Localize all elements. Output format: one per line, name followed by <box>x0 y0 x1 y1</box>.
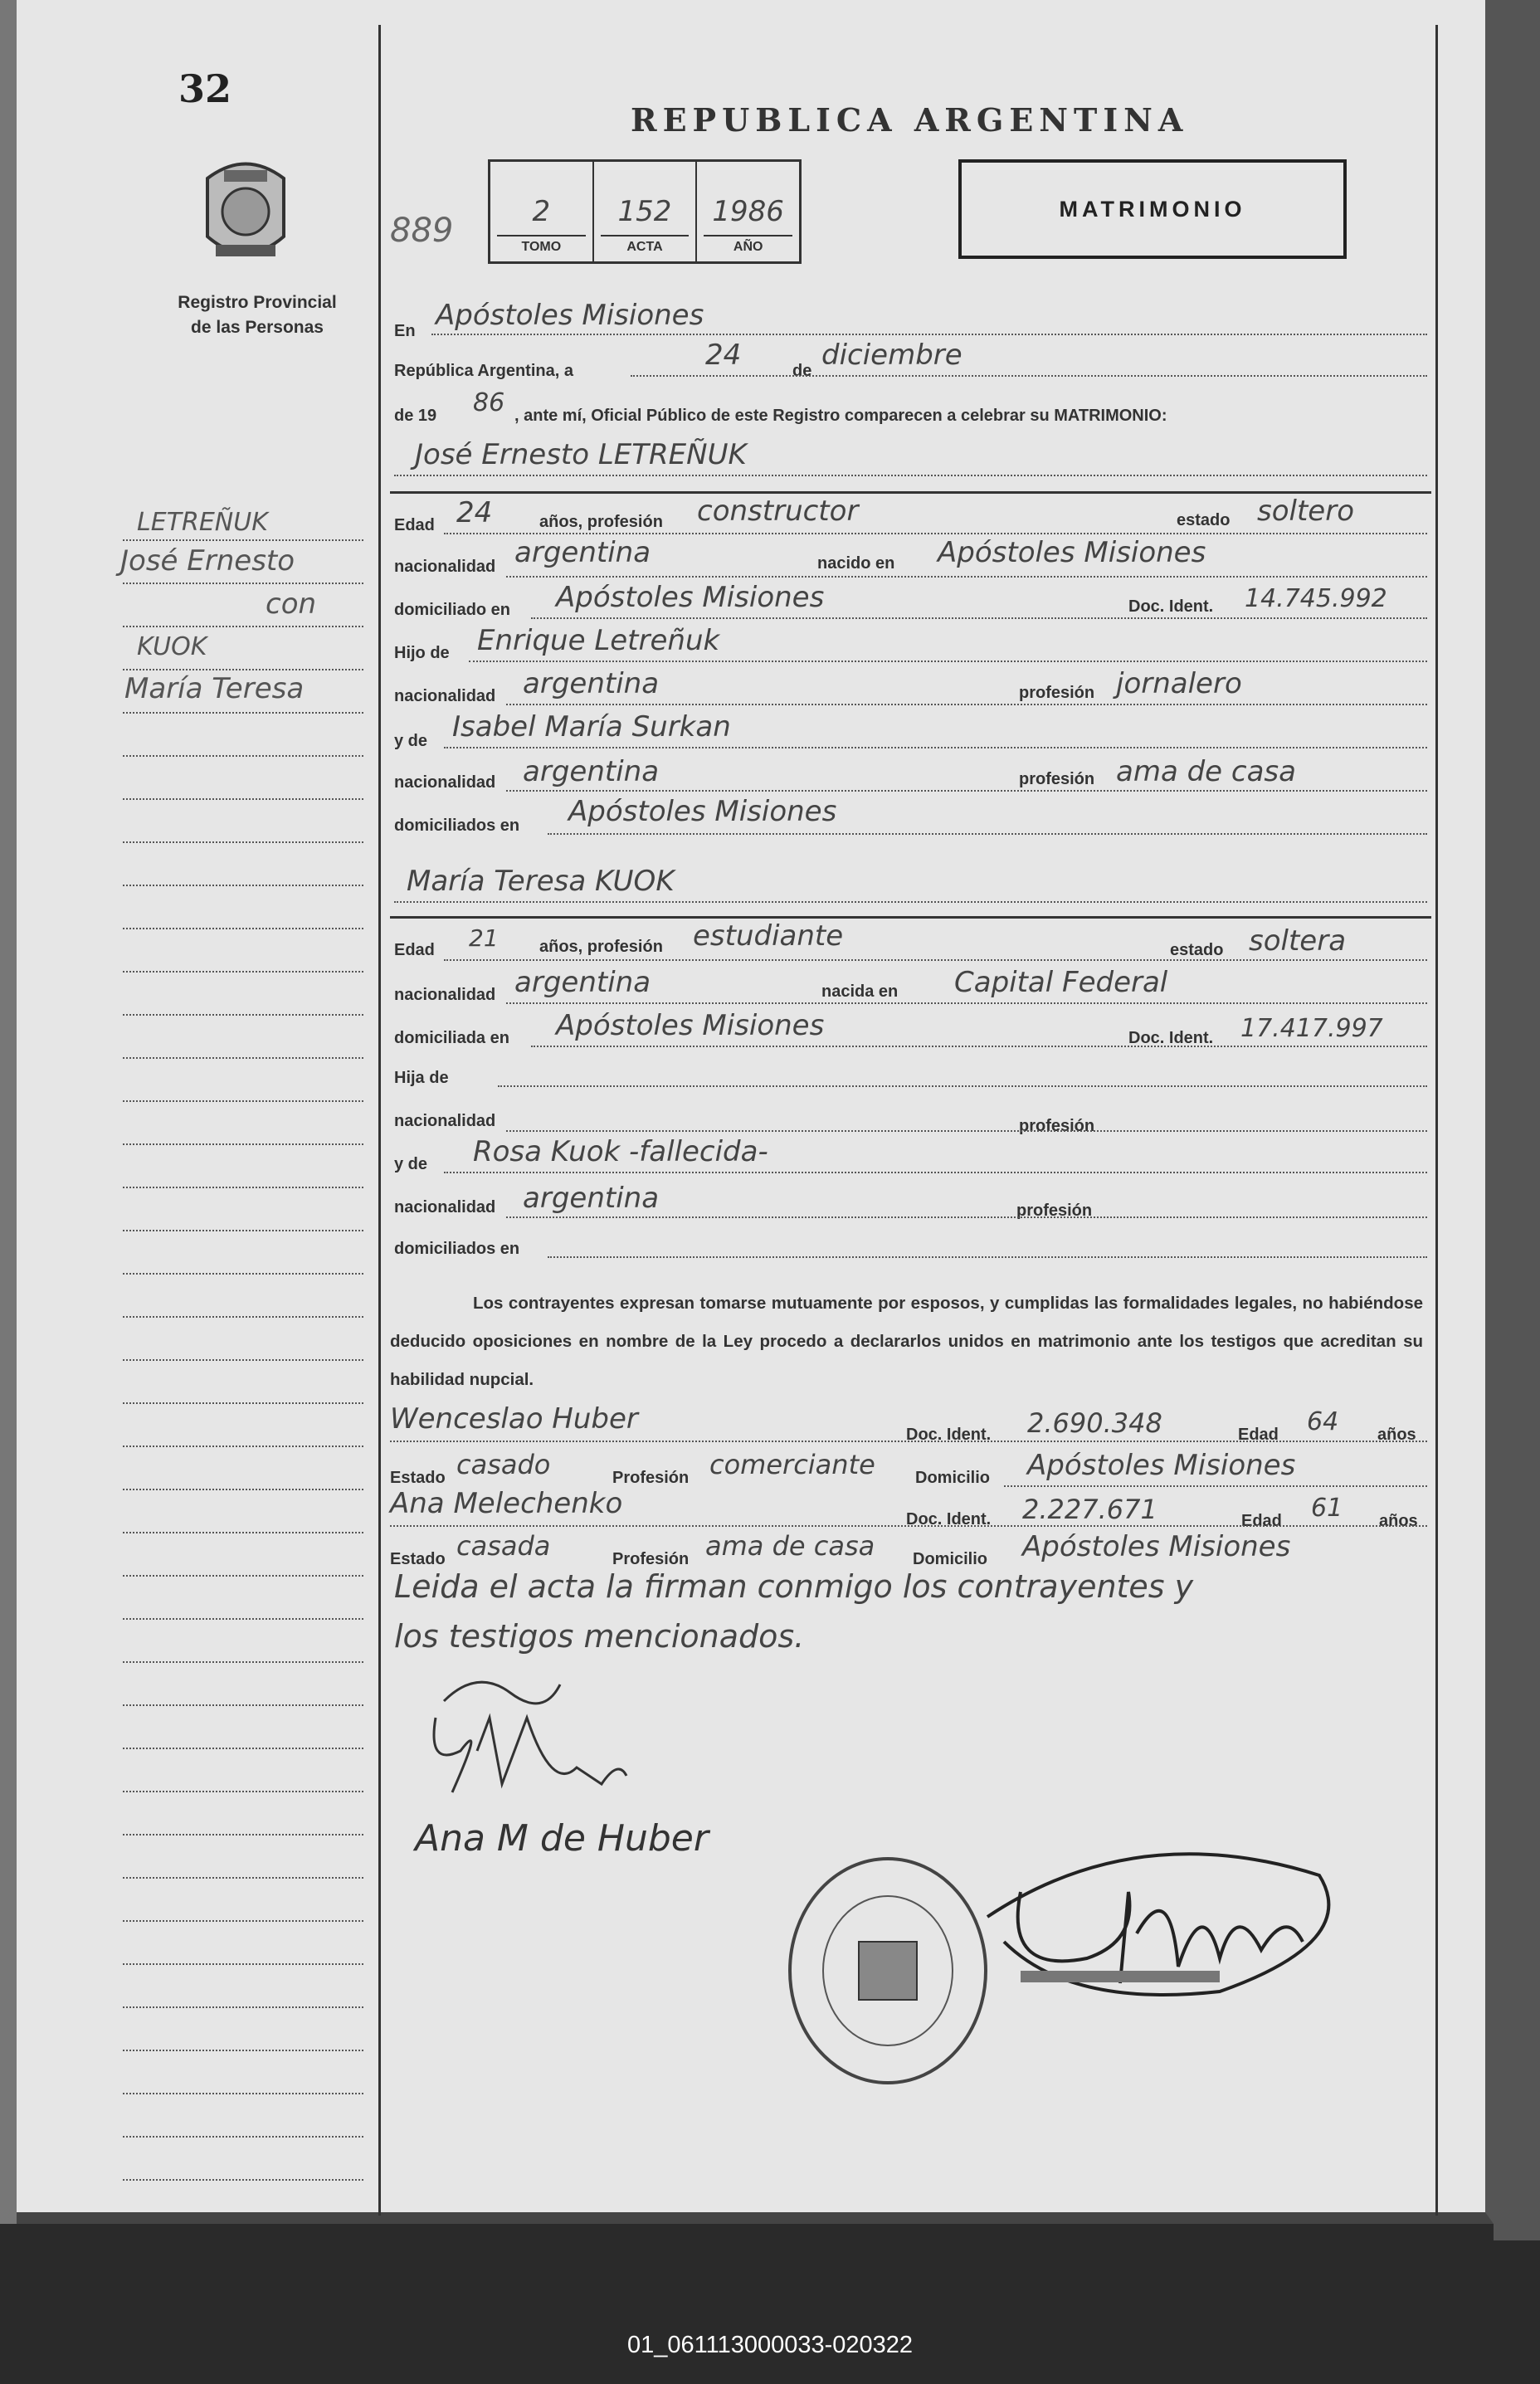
margin-name-bride: María Teresa <box>124 672 305 705</box>
ceremony-place: Apóstoles Misiones <box>436 299 704 332</box>
groom-yde-label: y de <box>394 732 428 750</box>
year-prefix: de 19 <box>394 407 437 425</box>
bride-mother-prof-label: profesión <box>1016 1202 1093 1220</box>
right-border-line <box>1435 25 1438 2216</box>
margin-ruled-line <box>123 1920 363 1922</box>
margin-divider <box>378 25 381 2216</box>
ceremony-month: diciembre <box>821 339 962 372</box>
bride-domiciliada-label: domiciliada en <box>394 1029 509 1047</box>
bride-nacida-label: nacida en <box>821 982 899 1001</box>
witness1-status: casado <box>456 1449 551 1480</box>
bride-profession: estudiante <box>693 919 844 953</box>
witness1-profesion-label: Profesión <box>612 1469 690 1487</box>
groom-domicile: Apóstoles Misiones <box>556 581 825 614</box>
margin-ruled-line <box>123 1446 363 1447</box>
bride-age-line <box>444 959 1427 961</box>
margin-ruled-line <box>123 712 363 714</box>
groom-profession: constructor <box>697 495 859 528</box>
witness1-doc: 2.690.348 <box>1027 1407 1162 1439</box>
margin-ruled-line <box>123 583 363 584</box>
margin-ruled-line <box>123 539 363 541</box>
bride-doc-label: Doc. Ident. <box>1128 1029 1214 1047</box>
groom-doc: 14.745.992 <box>1245 584 1387 613</box>
margin-ruled-line <box>123 1704 363 1706</box>
margin-ruled-line <box>123 1100 363 1102</box>
margin-ruled-line <box>123 1489 363 1490</box>
bride-father-line <box>498 1085 1427 1087</box>
witness1-dom-line <box>1004 1485 1427 1487</box>
acta-value: 152 <box>617 195 672 228</box>
witness2-name: Ana Melechenko <box>390 1487 623 1520</box>
witness2-domicilio-label: Domicilio <box>913 1550 988 1568</box>
groom-nacionalidad-label: nacionalidad <box>394 558 496 576</box>
bride-parents-line <box>548 1256 1427 1258</box>
groom-birthplace: Apóstoles Misiones <box>938 536 1206 569</box>
opening-sentence: , ante mí, Oficial Público de este Registro comparecen a celebrar su MATRIMONIO: <box>514 407 1167 425</box>
margin-surname-bride: KUOK <box>137 632 207 661</box>
witness1-doc-label: Doc. Ident. <box>906 1426 992 1444</box>
margin-ruled-line <box>123 2093 363 2094</box>
margin-ruled-line <box>123 1791 363 1792</box>
groom-name-line <box>394 475 1427 476</box>
margin-ruled-line <box>123 1143 363 1145</box>
margin-ruled-line <box>123 1575 363 1577</box>
groom-father-nat-line <box>506 704 1427 705</box>
groom-divider <box>390 491 1431 494</box>
witness1-profession: comerciante <box>709 1449 875 1480</box>
groom-doc-label: Doc. Ident. <box>1128 597 1214 616</box>
record-type-box: MATRIMONIO <box>958 159 1347 259</box>
margin-ruled-line <box>123 1532 363 1533</box>
bride-estado-label: estado <box>1170 941 1224 959</box>
groom-mother-profession: ama de casa <box>1116 755 1296 788</box>
signature-contrayentes <box>411 1668 660 1809</box>
acta-cell <box>594 162 698 261</box>
margin-ruled-line <box>123 1014 363 1016</box>
bride-dom-line <box>531 1046 1427 1047</box>
groom-father-nationality: argentina <box>523 667 660 700</box>
groom-dom-line <box>531 617 1427 619</box>
groom-nat-line <box>506 576 1427 578</box>
groom-father-prof-label: profesión <box>1019 684 1095 702</box>
registry-line-2: de las Personas <box>191 318 324 337</box>
groom-mother-nat-line <box>506 790 1427 792</box>
groom-domiciliados-label: domiciliados en <box>394 817 520 835</box>
groom-mother-prof-label: profesión <box>1019 770 1095 788</box>
bride-mother-nat-line <box>506 1216 1427 1218</box>
margin-ruled-line <box>123 1230 363 1231</box>
ceremony-year: 86 <box>473 388 505 417</box>
margin-ruled-line <box>123 755 363 757</box>
bride-mother-line <box>444 1172 1427 1173</box>
de-label: de <box>792 362 812 380</box>
margin-surname-groom: LETREÑUK <box>137 508 268 537</box>
margin-ruled-line <box>123 1748 363 1749</box>
groom-father-nat-label: nacionalidad <box>394 687 496 705</box>
bride-nacionalidad-label: nacionalidad <box>394 986 496 1004</box>
country-heading: REPUBLICA ARGENTINA <box>631 101 1189 139</box>
witness2-doc-label: Doc. Ident. <box>906 1510 992 1528</box>
tomo-label: TOMO <box>497 235 586 255</box>
margin-ruled-line <box>123 1834 363 1836</box>
bride-mother: Rosa Kuok -fallecida- <box>473 1135 768 1168</box>
groom-name: José Ernesto LETREÑUK <box>415 438 747 471</box>
margin-ruled-line <box>123 971 363 973</box>
witness1-domicile: Apóstoles Misiones <box>1027 1449 1296 1482</box>
witness2-profession: ama de casa <box>705 1530 875 1562</box>
witness1-estado-label: Estado <box>390 1469 446 1487</box>
margin-ruled-line <box>123 841 363 843</box>
margin-ruled-line <box>123 885 363 886</box>
groom-mother-line <box>444 747 1427 748</box>
groom-parents-domicile: Apóstoles Misiones <box>568 795 837 828</box>
margin-ruled-line <box>123 1402 363 1404</box>
margin-note: 889 <box>390 212 454 250</box>
acta-label: ACTA <box>601 235 690 255</box>
bride-doc: 17.417.997 <box>1240 1014 1383 1043</box>
bride-divider <box>390 916 1431 919</box>
provincial-seal-icon <box>199 154 292 270</box>
bride-father-nat-label: nacionalidad <box>394 1112 496 1130</box>
margin-ruled-line <box>123 1187 363 1188</box>
closing-line-2: los testigos mencionados. <box>394 1618 805 1655</box>
margin-ruled-line <box>123 2179 363 2181</box>
witness2-estado-label: Estado <box>390 1550 446 1568</box>
place-line <box>431 334 1427 335</box>
groom-edad-label: Edad <box>394 516 435 534</box>
witness1-age: 64 <box>1307 1407 1339 1436</box>
page-binding <box>0 0 17 2224</box>
margin-ruled-line <box>123 1877 363 1879</box>
closing-line-1: Leida el acta la firman conmigo los contrayentes y <box>394 1568 1194 1605</box>
witness1-edad-label: Edad <box>1238 1426 1279 1444</box>
margin-ruled-line <box>123 798 363 800</box>
witness1-line <box>390 1441 1427 1442</box>
groom-father-profession: jornalero <box>1116 667 1242 700</box>
margin-ruled-line <box>123 2006 363 2008</box>
signature-official <box>971 1826 1361 2008</box>
groom-profesion-label: años, profesión <box>539 513 663 531</box>
margin-con: con <box>266 587 317 621</box>
witness1-domicilio-label: Domicilio <box>915 1469 991 1487</box>
groom-nacido-label: nacido en <box>817 554 895 573</box>
groom-father-line <box>469 661 1427 662</box>
witness2-status: casada <box>456 1530 551 1562</box>
witness2-anos-label: años <box>1379 1512 1418 1530</box>
margin-ruled-line <box>123 1618 363 1620</box>
bride-father-nat-line <box>506 1130 1427 1132</box>
witness2-domicile: Apóstoles Misiones <box>1022 1530 1291 1563</box>
bride-name-line <box>394 901 1427 903</box>
bride-mother-nat-label: nacionalidad <box>394 1198 496 1216</box>
margin-ruled-line <box>123 1316 363 1318</box>
bride-domicile: Apóstoles Misiones <box>556 1009 825 1042</box>
margin-name-groom: José Ernesto <box>120 544 295 578</box>
republica-label: República Argentina, a <box>394 362 573 380</box>
groom-mother-nat-label: nacionalidad <box>394 773 496 792</box>
page-number: 32 <box>178 66 232 111</box>
margin-ruled-line <box>123 1057 363 1059</box>
bride-yde-label: y de <box>394 1155 428 1173</box>
groom-nationality: argentina <box>514 536 651 569</box>
witness2-age: 61 <box>1311 1494 1343 1523</box>
groom-mother: Isabel María Surkan <box>452 710 731 743</box>
en-label: En <box>394 322 416 340</box>
bride-status: soltera <box>1249 924 1347 958</box>
ano-label: AÑO <box>704 235 792 255</box>
registry-name <box>133 290 382 340</box>
margin-ruled-line <box>123 669 363 670</box>
witness1-anos-label: años <box>1377 1426 1416 1444</box>
witness2-edad-label: Edad <box>1241 1512 1282 1530</box>
ano-value: 1986 <box>712 195 784 228</box>
official-stamp-icon <box>780 1850 996 2091</box>
groom-mother-nationality: argentina <box>523 755 660 788</box>
margin-ruled-line <box>123 928 363 929</box>
ano-cell <box>697 162 799 261</box>
registry-line-1: Registro Provincial <box>178 293 337 312</box>
image-filename: 01_061113000033-020322 <box>626 2332 914 2358</box>
groom-age-line <box>444 533 1427 534</box>
witness2-profesion-label: Profesión <box>612 1550 690 1568</box>
margin-ruled-line <box>123 626 363 627</box>
bride-age: 21 <box>469 924 499 952</box>
bride-profesion-label: años, profesión <box>539 938 663 956</box>
ceremony-day: 24 <box>705 339 742 372</box>
groom-estado-label: estado <box>1177 511 1231 529</box>
margin-ruled-line <box>123 1359 363 1361</box>
margin-ruled-line <box>123 1273 363 1275</box>
date-line <box>631 375 1427 377</box>
margin-ruled-line <box>123 2136 363 2138</box>
groom-parents-line <box>548 833 1427 835</box>
bride-father-prof-label: profesión <box>1019 1117 1095 1135</box>
signature-ana: Ana M de Huber <box>415 1817 709 1860</box>
bride-birthplace: Capital Federal <box>954 966 1168 999</box>
tomo-value: 2 <box>532 195 551 228</box>
groom-age: 24 <box>456 496 493 529</box>
groom-father: Enrique Letreñuk <box>477 624 720 657</box>
bride-edad-label: Edad <box>394 941 435 959</box>
book-edge <box>1494 0 1540 2240</box>
bride-mother-nationality: argentina <box>523 1182 660 1215</box>
bride-name: María Teresa KUOK <box>407 865 675 898</box>
groom-hijo-label: Hijo de <box>394 644 450 662</box>
bride-nat-line <box>506 1002 1427 1004</box>
margin-ruled-line <box>123 1661 363 1663</box>
witness2-doc: 2.227.671 <box>1022 1494 1157 1525</box>
legal-declaration: Los contrayentes expresan tomarse mutuamente por esposos, y cumplidas las formalidades legales, no habiéndose deducido oposiciones en nombre de la Ley procedo a declararlos unidos en matrimonio ante los testigos que acreditan su habilidad nupcial. <box>390 1294 1423 1389</box>
groom-status: soltero <box>1257 495 1354 528</box>
bride-hija-label: Hija de <box>394 1069 449 1087</box>
tomo-cell <box>490 162 594 261</box>
witness1-name: Wenceslao Huber <box>390 1402 638 1436</box>
groom-domiciliado-label: domiciliado en <box>394 601 511 619</box>
margin-ruled-line <box>123 2050 363 2051</box>
bride-domiciliados-label: domiciliados en <box>394 1240 520 1258</box>
record-id-box <box>488 159 802 264</box>
margin-ruled-line <box>123 1963 363 1965</box>
witness2-line <box>390 1525 1427 1527</box>
bride-nationality: argentina <box>514 966 651 999</box>
